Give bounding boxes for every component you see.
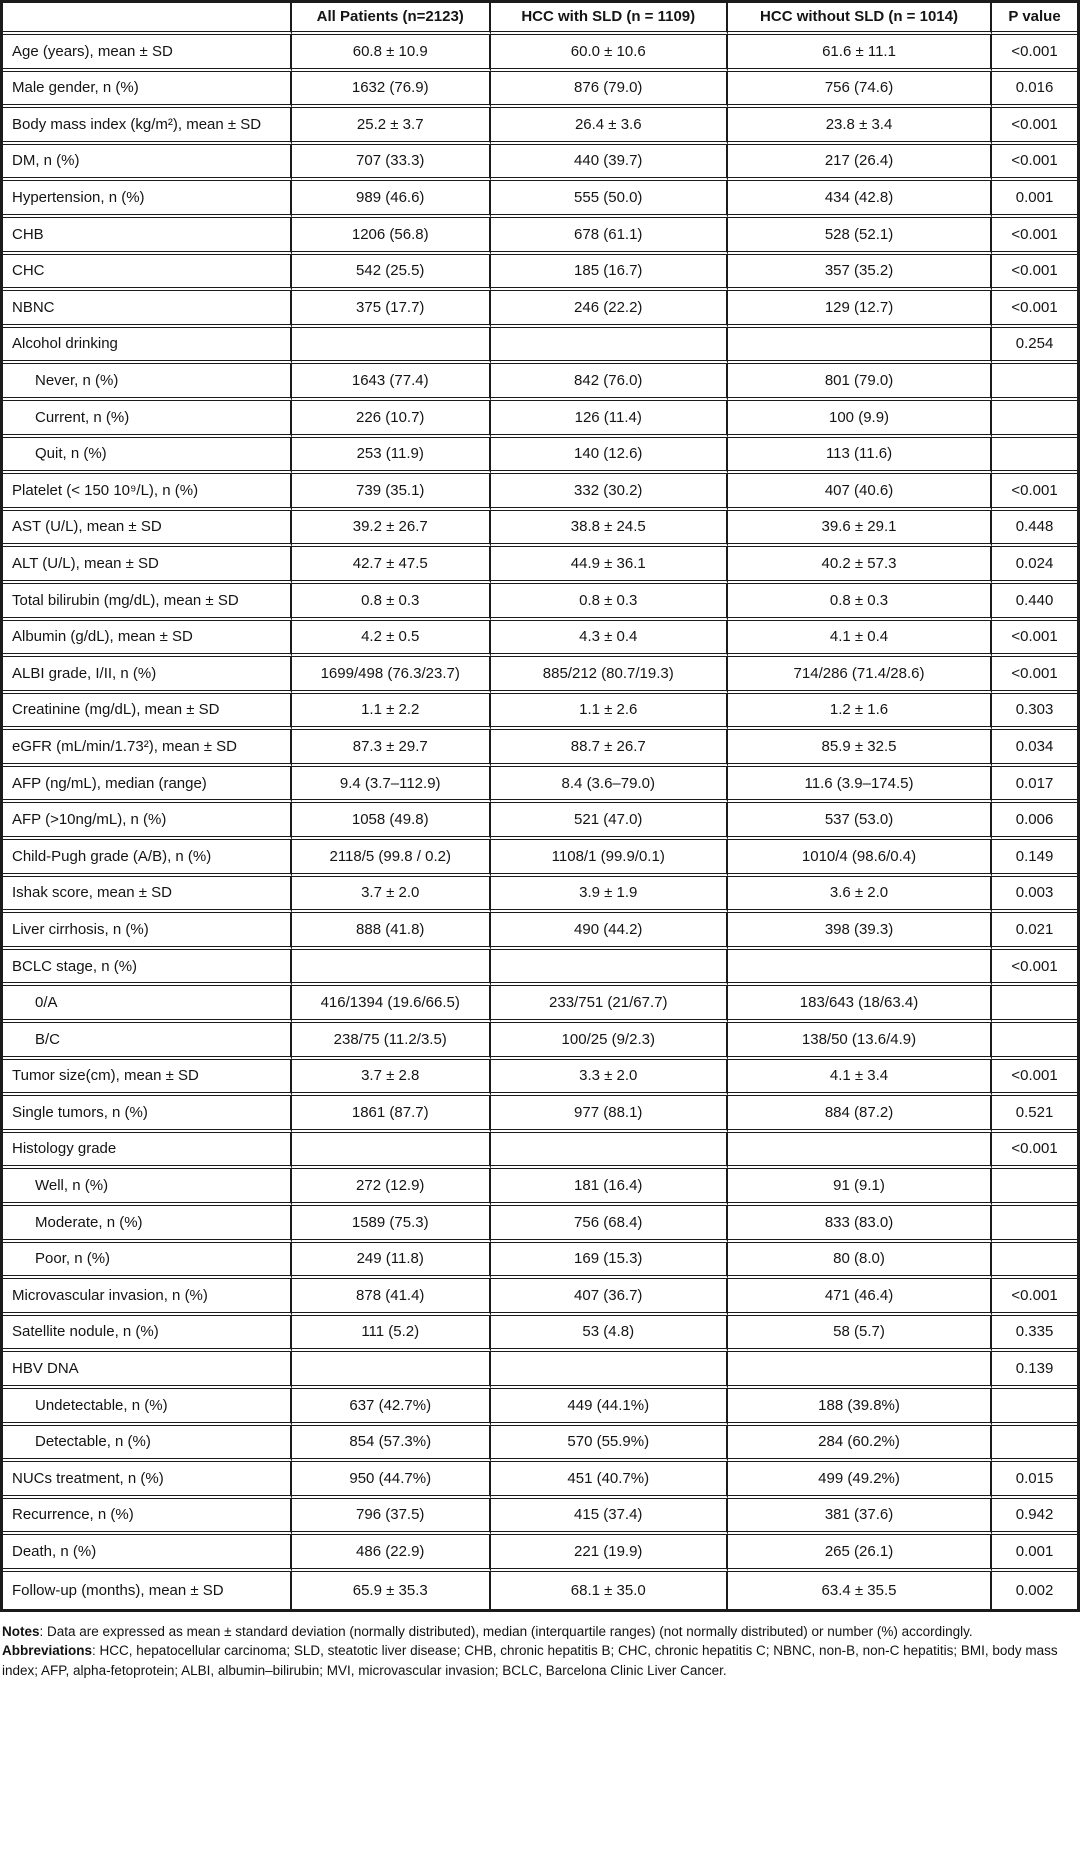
table-row (3, 108, 1077, 145)
hcc-with-sld-value-cell: 4.3 ± 0.4 (491, 621, 728, 658)
all-patients-value-cell: 42.7 ± 47.5 (292, 547, 491, 584)
row-label-cell: CHC (3, 255, 292, 292)
all-patients-value-cell: 486 (22.9) (292, 1535, 491, 1572)
p-value-cell: 0.021 (992, 913, 1077, 950)
p-value-cell (992, 1169, 1077, 1206)
p-value-cell (992, 1426, 1077, 1463)
row-label-cell: Male gender, n (%) (3, 72, 292, 109)
p-value-cell: <0.001 (992, 1060, 1077, 1097)
row-label-cell: NBNC (3, 291, 292, 328)
table-row (3, 401, 1077, 438)
p-value-cell: 0.006 (992, 803, 1077, 840)
table-row (3, 1316, 1077, 1353)
abbreviations-text: : HCC, hepatocellular carcinoma; SLD, steatotic liver disease; CHB, chronic hepatitis B; CHC, chronic hepatitis C; NBNC, non-B, non-C hepatitis; BMI, body mass index; AFP, alpha-fetoprotein; ALBI, albumin–bilirubin; MVI, microvascular invasion; BCLC, Barcelona Clinic Liver Cancer. (2, 1643, 1058, 1678)
p-value-cell: <0.001 (992, 657, 1077, 694)
hcc-without-sld-value-cell: 407 (40.6) (728, 474, 992, 511)
table-row (3, 803, 1077, 840)
p-value-cell (992, 364, 1077, 401)
row-label-cell: Moderate, n (%) (3, 1206, 292, 1243)
hcc-without-sld-value-cell: 756 (74.6) (728, 72, 992, 109)
all-patients-value-cell: 375 (17.7) (292, 291, 491, 328)
row-label-cell: Poor, n (%) (3, 1243, 292, 1280)
hcc-without-sld-value-cell: 3.6 ± 2.0 (728, 877, 992, 914)
p-value-cell: 0.335 (992, 1316, 1077, 1353)
table-row (3, 474, 1077, 511)
p-value-cell: <0.001 (992, 291, 1077, 328)
hcc-with-sld-value-cell: 221 (19.9) (491, 1535, 728, 1572)
hcc-with-sld-value-cell: 3.9 ± 1.9 (491, 877, 728, 914)
row-label-cell: BCLC stage, n (%) (3, 950, 292, 987)
all-patients-value-cell: 249 (11.8) (292, 1243, 491, 1280)
table-row (3, 1389, 1077, 1426)
hcc-with-sld-value-cell: 126 (11.4) (491, 401, 728, 438)
row-label-cell: Histology grade (3, 1133, 292, 1170)
hcc-with-sld-value-cell: 449 (44.1%) (491, 1389, 728, 1426)
all-patients-value-cell: 60.8 ± 10.9 (292, 35, 491, 72)
hcc-without-sld-value-cell: 833 (83.0) (728, 1206, 992, 1243)
hcc-with-sld-value-cell (491, 328, 728, 365)
table-row (3, 1572, 1077, 1609)
row-label-cell: Single tumors, n (%) (3, 1096, 292, 1133)
all-patients-value-cell: 854 (57.3%) (292, 1426, 491, 1463)
table-row (3, 328, 1077, 365)
hcc-with-sld-value-cell: 451 (40.7%) (491, 1462, 728, 1499)
hcc-without-sld-value-cell: 398 (39.3) (728, 913, 992, 950)
p-value-cell: <0.001 (992, 108, 1077, 145)
hcc-without-sld-value-cell: 4.1 ± 0.4 (728, 621, 992, 658)
hcc-without-sld-value-cell (728, 950, 992, 987)
table-row (3, 840, 1077, 877)
p-value-cell (992, 401, 1077, 438)
all-patients-value-cell: 25.2 ± 3.7 (292, 108, 491, 145)
notes-label: Notes (2, 1623, 40, 1639)
all-patients-value-cell: 989 (46.6) (292, 181, 491, 218)
all-patients-value-cell: 950 (44.7%) (292, 1462, 491, 1499)
p-value-cell (992, 1023, 1077, 1060)
table-row (3, 657, 1077, 694)
all-patients-value-cell: 226 (10.7) (292, 401, 491, 438)
table-row (3, 364, 1077, 401)
hcc-with-sld-value-cell: 490 (44.2) (491, 913, 728, 950)
hcc-without-sld-value-cell (728, 1133, 992, 1170)
all-patients-value-cell: 111 (5.2) (292, 1316, 491, 1353)
p-value-cell: 0.303 (992, 694, 1077, 731)
p-value-cell: <0.001 (992, 218, 1077, 255)
hcc-without-sld-value-cell: 39.6 ± 29.1 (728, 511, 992, 548)
p-value-cell: 0.024 (992, 547, 1077, 584)
hcc-without-sld-value-cell: 884 (87.2) (728, 1096, 992, 1133)
table-row (3, 694, 1077, 731)
hcc-without-sld-value-cell: 801 (79.0) (728, 364, 992, 401)
p-value-cell: 0.017 (992, 767, 1077, 804)
p-value-cell: <0.001 (992, 621, 1077, 658)
all-patients-value-cell: 238/75 (11.2/3.5) (292, 1023, 491, 1060)
p-value-cell: <0.001 (992, 35, 1077, 72)
table-row (3, 1206, 1077, 1243)
row-label-cell: Undetectable, n (%) (3, 1389, 292, 1426)
hcc-with-sld-value-cell: 570 (55.9%) (491, 1426, 728, 1463)
row-label-cell: Hypertension, n (%) (3, 181, 292, 218)
all-patients-value-cell: 253 (11.9) (292, 438, 491, 475)
p-value-cell: <0.001 (992, 1279, 1077, 1316)
hcc-without-sld-value-cell: 113 (11.6) (728, 438, 992, 475)
hcc-with-sld-value-cell: 185 (16.7) (491, 255, 728, 292)
row-label-cell: Death, n (%) (3, 1535, 292, 1572)
p-value-cell (992, 1389, 1077, 1426)
hcc-without-sld-value-cell: 91 (9.1) (728, 1169, 992, 1206)
p-value-cell: <0.001 (992, 255, 1077, 292)
p-value-cell (992, 986, 1077, 1023)
p-value-cell: <0.001 (992, 1133, 1077, 1170)
all-patients-value-cell: 39.2 ± 26.7 (292, 511, 491, 548)
all-patients-value-cell (292, 1133, 491, 1170)
hcc-with-sld-value-cell: 407 (36.7) (491, 1279, 728, 1316)
row-label-cell: CHB (3, 218, 292, 255)
table-row (3, 181, 1077, 218)
hcc-with-sld-value-cell: 38.8 ± 24.5 (491, 511, 728, 548)
hcc-with-sld-value-cell: 440 (39.7) (491, 145, 728, 182)
p-value-cell: 0.440 (992, 584, 1077, 621)
hcc-with-sld-value-cell: 246 (22.2) (491, 291, 728, 328)
row-label-cell: Total bilirubin (mg/dL), mean ± SD (3, 584, 292, 621)
p-value-cell: 0.015 (992, 1462, 1077, 1499)
hcc-with-sld-value-cell: 53 (4.8) (491, 1316, 728, 1353)
p-value-cell (992, 438, 1077, 475)
p-value-cell: <0.001 (992, 950, 1077, 987)
row-label-cell: Tumor size(cm), mean ± SD (3, 1060, 292, 1097)
table-row (3, 35, 1077, 72)
hcc-with-sld-value-cell: 88.7 ± 26.7 (491, 730, 728, 767)
abbreviations-label: Abbreviations (2, 1643, 93, 1659)
hcc-with-sld-value-cell: 233/751 (21/67.7) (491, 986, 728, 1023)
all-patients-value-cell: 888 (41.8) (292, 913, 491, 950)
hcc-with-sld-value-cell: 26.4 ± 3.6 (491, 108, 728, 145)
hcc-without-sld-value-cell: 63.4 ± 35.5 (728, 1572, 992, 1609)
table-row (3, 438, 1077, 475)
table-row (3, 1352, 1077, 1389)
p-value-cell: 0.942 (992, 1499, 1077, 1536)
hcc-without-sld-value-cell: 381 (37.6) (728, 1499, 992, 1536)
hcc-without-sld-value-cell: 129 (12.7) (728, 291, 992, 328)
all-patients-value-cell: 3.7 ± 2.8 (292, 1060, 491, 1097)
row-label-cell: Body mass index (kg/m²), mean ± SD (3, 108, 292, 145)
hcc-without-sld-value-cell: 40.2 ± 57.3 (728, 547, 992, 584)
hcc-with-sld-value-cell: 140 (12.6) (491, 438, 728, 475)
row-label-cell: Ishak score, mean ± SD (3, 877, 292, 914)
all-patients-value-cell: 87.3 ± 29.7 (292, 730, 491, 767)
row-label-cell: Albumin (g/dL), mean ± SD (3, 621, 292, 658)
row-label-cell: NUCs treatment, n (%) (3, 1462, 292, 1499)
hcc-with-sld-value-cell: 0.8 ± 0.3 (491, 584, 728, 621)
hcc-with-sld-value-cell: 181 (16.4) (491, 1169, 728, 1206)
row-label-cell: Never, n (%) (3, 364, 292, 401)
row-label-cell: DM, n (%) (3, 145, 292, 182)
hcc-without-sld-value-cell: 61.6 ± 11.1 (728, 35, 992, 72)
row-label-cell: HBV DNA (3, 1352, 292, 1389)
all-patients-value-cell (292, 950, 491, 987)
p-value-cell: 0.002 (1015, 1581, 1054, 1599)
hcc-without-sld-value-cell (728, 328, 992, 365)
row-label-cell: ALT (U/L), mean ± SD (3, 547, 292, 584)
hcc-without-sld-value-cell: 80 (8.0) (728, 1243, 992, 1280)
all-patients-value-cell: 0.8 ± 0.3 (292, 584, 491, 621)
hcc-without-sld-value-cell: 4.1 ± 3.4 (728, 1060, 992, 1097)
all-patients-value-cell: 796 (37.5) (292, 1499, 491, 1536)
p-value-cell: 0.003 (992, 877, 1077, 914)
row-label-cell: Quit, n (%) (3, 438, 292, 475)
p-value-cell (992, 1243, 1077, 1280)
table-row (3, 1243, 1077, 1280)
row-label-cell: ALBI grade, I/II, n (%) (3, 657, 292, 694)
hcc-with-sld-value-cell (491, 1133, 728, 1170)
column-header-p-value: P value (992, 3, 1077, 35)
hcc-without-sld-value-cell: 100 (9.9) (728, 401, 992, 438)
column-header-hcc-with-sld: HCC with SLD (n = 1109) (491, 3, 728, 35)
row-label-cell: Current, n (%) (3, 401, 292, 438)
table-row (3, 767, 1077, 804)
all-patients-value-cell: 65.9 ± 35.3 (292, 1572, 491, 1609)
row-label-cell: AST (U/L), mean ± SD (3, 511, 292, 548)
table-row (3, 986, 1077, 1023)
hcc-without-sld-value-cell: 357 (35.2) (728, 255, 992, 292)
column-header-empty (3, 3, 292, 35)
table-row (3, 1133, 1077, 1170)
hcc-without-sld-value-cell: 85.9 ± 32.5 (728, 730, 992, 767)
table-row (3, 72, 1077, 109)
p-value-cell: 0.001 (992, 1535, 1077, 1572)
hcc-without-sld-value-cell: 714/286 (71.4/28.6) (728, 657, 992, 694)
notes-line (2, 1622, 1078, 1642)
all-patients-value-cell: 1699/498 (76.3/23.7) (292, 657, 491, 694)
hcc-with-sld-value-cell: 100/25 (9/2.3) (491, 1023, 728, 1060)
row-label-cell: AFP (ng/mL), median (range) (3, 767, 292, 804)
table-row (3, 1535, 1077, 1572)
row-label-cell: Alcohol drinking (3, 328, 292, 365)
hcc-with-sld-value-cell: 68.1 ± 35.0 (491, 1572, 728, 1609)
p-value-cell: <0.001 (992, 145, 1077, 182)
all-patients-value-cell: 1058 (49.8) (292, 803, 491, 840)
all-patients-value-cell: 739 (35.1) (292, 474, 491, 511)
hcc-without-sld-value-cell: 471 (46.4) (728, 1279, 992, 1316)
p-value-cell: 0.149 (992, 840, 1077, 877)
hcc-without-sld-value-cell: 1.2 ± 1.6 (728, 694, 992, 731)
hcc-without-sld-value-cell: 0.8 ± 0.3 (728, 584, 992, 621)
hcc-with-sld-value-cell: 885/212 (80.7/19.3) (491, 657, 728, 694)
table-body (3, 35, 1077, 1609)
abbreviations-line (2, 1641, 1078, 1680)
all-patients-value-cell: 637 (42.7%) (292, 1389, 491, 1426)
p-value-cell: 0.254 (992, 328, 1077, 365)
all-patients-value-cell: 1632 (76.9) (292, 72, 491, 109)
hcc-with-sld-value-cell: 169 (15.3) (491, 1243, 728, 1280)
all-patients-value-cell: 1206 (56.8) (292, 218, 491, 255)
row-label-cell: Recurrence, n (%) (3, 1499, 292, 1536)
table-row (3, 218, 1077, 255)
table-row (3, 1060, 1077, 1097)
table-row (3, 877, 1077, 914)
table-footnotes (0, 1612, 1080, 1687)
table-row (3, 1279, 1077, 1316)
hcc-with-sld-value-cell: 977 (88.1) (491, 1096, 728, 1133)
table-row (3, 547, 1077, 584)
table-row (3, 730, 1077, 767)
hcc-without-sld-value-cell: 23.8 ± 3.4 (728, 108, 992, 145)
p-value-cell: <0.001 (992, 474, 1077, 511)
hcc-without-sld-value-cell: 284 (60.2%) (728, 1426, 992, 1463)
table-row (3, 950, 1077, 987)
row-label-cell: Microvascular invasion, n (%) (3, 1279, 292, 1316)
row-label-cell: Age (years), mean ± SD (3, 35, 292, 72)
row-label-cell: Follow-up (months), mean ± SD (3, 1572, 292, 1609)
hcc-without-sld-value-cell: 11.6 (3.9–174.5) (728, 767, 992, 804)
row-label-cell: AFP (>10ng/mL), n (%) (3, 803, 292, 840)
row-label-cell: Detectable, n (%) (3, 1426, 292, 1463)
p-value-cell (992, 1206, 1077, 1243)
all-patients-value-cell: 416/1394 (19.6/66.5) (292, 986, 491, 1023)
hcc-with-sld-value-cell: 332 (30.2) (491, 474, 728, 511)
row-label-cell: 0/A (3, 986, 292, 1023)
hcc-with-sld-value-cell: 44.9 ± 36.1 (491, 547, 728, 584)
row-label-cell: Liver cirrhosis, n (%) (3, 913, 292, 950)
table-row (3, 1023, 1077, 1060)
row-label-cell: Well, n (%) (3, 1169, 292, 1206)
all-patients-value-cell: 542 (25.5) (292, 255, 491, 292)
table-row (3, 511, 1077, 548)
hcc-without-sld-value-cell: 265 (26.1) (728, 1535, 992, 1572)
table-row (3, 1462, 1077, 1499)
hcc-without-sld-value-cell: 434 (42.8) (728, 181, 992, 218)
hcc-with-sld-value-cell (491, 950, 728, 987)
table-row (3, 1426, 1077, 1463)
p-value-cell: 0.001 (992, 181, 1077, 218)
hcc-with-sld-value-cell: 678 (61.1) (491, 218, 728, 255)
column-header-hcc-without-sld: HCC without SLD (n = 1014) (728, 3, 992, 35)
all-patients-value-cell: 1643 (77.4) (292, 364, 491, 401)
hcc-with-sld-value-cell: 8.4 (3.6–79.0) (491, 767, 728, 804)
hcc-with-sld-value-cell: 3.3 ± 2.0 (491, 1060, 728, 1097)
table-row (3, 584, 1077, 621)
p-value-cell: 0.448 (992, 511, 1077, 548)
row-label-cell: B/C (3, 1023, 292, 1060)
hcc-without-sld-value-cell: 1010/4 (98.6/0.4) (728, 840, 992, 877)
p-value-cell: 0.139 (992, 1352, 1077, 1389)
all-patients-value-cell: 3.7 ± 2.0 (292, 877, 491, 914)
all-patients-value-cell: 272 (12.9) (292, 1169, 491, 1206)
all-patients-value-cell: 878 (41.4) (292, 1279, 491, 1316)
table-row (3, 913, 1077, 950)
p-value-cell: 0.034 (992, 730, 1077, 767)
hcc-without-sld-value-cell (728, 1352, 992, 1389)
row-label-cell: Platelet (< 150 10⁹/L), n (%) (3, 474, 292, 511)
hcc-without-sld-value-cell: 138/50 (13.6/4.9) (728, 1023, 992, 1060)
all-patients-value-cell: 1.1 ± 2.2 (292, 694, 491, 731)
row-label-cell: Child-Pugh grade (A/B), n (%) (3, 840, 292, 877)
all-patients-value-cell: 1589 (75.3) (292, 1206, 491, 1243)
hcc-with-sld-value-cell: 1.1 ± 2.6 (491, 694, 728, 731)
table-row (3, 621, 1077, 658)
all-patients-value-cell (292, 328, 491, 365)
notes-text: : Data are expressed as mean ± standard deviation (normally distributed), median (interquartile ranges) (not normally distributed) or number (%) accordingly. (39, 1623, 973, 1639)
hcc-with-sld-value-cell: 521 (47.0) (491, 803, 728, 840)
table-row (3, 1169, 1077, 1206)
row-label-cell: Creatinine (mg/dL), mean ± SD (3, 694, 292, 731)
hcc-without-sld-value-cell: 217 (26.4) (728, 145, 992, 182)
header-row (3, 3, 1077, 35)
all-patients-value-cell: 9.4 (3.7–112.9) (292, 767, 491, 804)
hcc-without-sld-value-cell: 183/643 (18/63.4) (728, 986, 992, 1023)
table-row (3, 145, 1077, 182)
all-patients-value-cell: 1861 (87.7) (292, 1096, 491, 1133)
column-header-all-patients: All Patients (n=2123) (292, 3, 491, 35)
hcc-without-sld-value-cell: 499 (49.2%) (728, 1462, 992, 1499)
table-header (3, 3, 1077, 35)
hcc-without-sld-value-cell: 188 (39.8%) (728, 1389, 992, 1426)
table-row (3, 1096, 1077, 1133)
p-value-cell: 0.016 (992, 72, 1077, 109)
hcc-with-sld-value-cell: 842 (76.0) (491, 364, 728, 401)
table-row (3, 1499, 1077, 1536)
hcc-with-sld-value-cell: 415 (37.4) (491, 1499, 728, 1536)
row-label-cell: Satellite nodule, n (%) (3, 1316, 292, 1353)
hcc-with-sld-value-cell: 876 (79.0) (491, 72, 728, 109)
hcc-with-sld-value-cell (491, 1352, 728, 1389)
hcc-with-sld-value-cell: 756 (68.4) (491, 1206, 728, 1243)
hcc-with-sld-value-cell: 1108/1 (99.9/0.1) (491, 840, 728, 877)
hcc-with-sld-value-cell: 60.0 ± 10.6 (491, 35, 728, 72)
p-value-cell: 0.521 (992, 1096, 1077, 1133)
all-patients-value-cell (292, 1352, 491, 1389)
hcc-without-sld-value-cell: 58 (5.7) (728, 1316, 992, 1353)
hcc-without-sld-value-cell: 537 (53.0) (728, 803, 992, 840)
hcc-without-sld-value-cell: 528 (52.1) (728, 218, 992, 255)
all-patients-value-cell: 707 (33.3) (292, 145, 491, 182)
table-row (3, 255, 1077, 292)
all-patients-value-cell: 2118/5 (99.8 / 0.2) (292, 840, 491, 877)
all-patients-value-cell: 4.2 ± 0.5 (292, 621, 491, 658)
table-row (3, 291, 1077, 328)
hcc-with-sld-value-cell: 555 (50.0) (491, 181, 728, 218)
row-label-cell: eGFR (mL/min/1.73²), mean ± SD (3, 730, 292, 767)
